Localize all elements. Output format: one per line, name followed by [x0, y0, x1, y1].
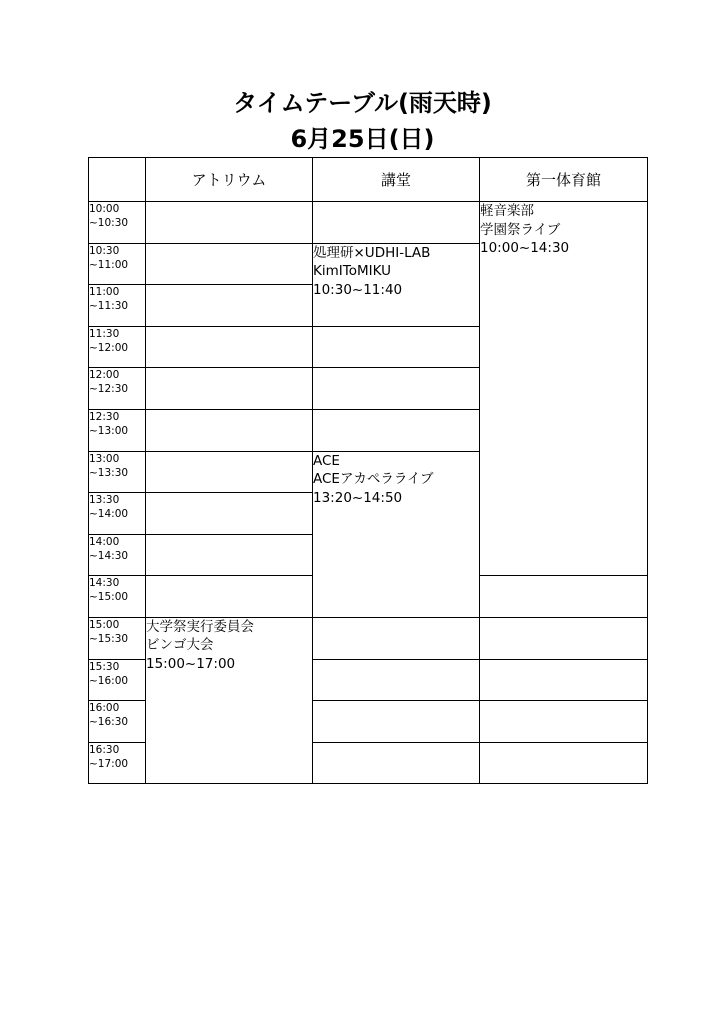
- time-cell: [89, 326, 146, 368]
- time-cell: [89, 659, 146, 701]
- time-start: 14:00: [89, 535, 120, 548]
- gym-cell: [480, 659, 648, 701]
- time-start: 11:00: [89, 286, 120, 299]
- atrium-cell: [146, 202, 313, 244]
- atrium-cell: [146, 493, 313, 535]
- time-cell: [89, 202, 146, 244]
- event-organizer: 軽音楽部: [480, 203, 534, 219]
- event-title: KimIToMIKU: [313, 263, 391, 280]
- time-start: 15:00: [89, 618, 120, 631]
- event-organizer: ACE: [313, 452, 340, 469]
- event-lecture-hall-kimitomiku: [313, 243, 480, 326]
- event-time: 10:30~11:40: [313, 281, 403, 298]
- lecture-hall-cell: [313, 742, 480, 784]
- time-start: 13:00: [89, 452, 120, 465]
- atrium-cell: [146, 409, 313, 451]
- time-start: 10:30: [89, 244, 120, 257]
- column-header-gym: 第一体育館: [480, 158, 648, 202]
- time-cell: [89, 534, 146, 576]
- table-row: [89, 617, 648, 659]
- atrium-cell: [146, 576, 313, 618]
- time-start: 15:30: [89, 660, 120, 673]
- atrium-cell: [146, 285, 313, 327]
- event-organizer: 処理研×UDHI-LAB: [313, 244, 431, 261]
- event-title: ビンゴ大会: [146, 637, 214, 654]
- atrium-cell: [146, 243, 313, 285]
- time-end: ~14:30: [89, 549, 129, 562]
- lecture-hall-cell: [313, 326, 480, 368]
- page-title: タイムテーブル(雨天時): [233, 89, 492, 117]
- lecture-hall-cell: [313, 701, 480, 743]
- time-end: ~11:00: [89, 258, 129, 271]
- atrium-cell: [146, 326, 313, 368]
- time-start: 13:30: [89, 494, 120, 507]
- gym-cell: [480, 617, 648, 659]
- event-title: 学園祭ライブ: [480, 221, 561, 238]
- time-end: ~15:00: [89, 591, 129, 604]
- time-start: 12:30: [89, 410, 120, 423]
- time-end: ~12:30: [89, 383, 129, 396]
- event-gym-live: [480, 202, 648, 576]
- time-cell: [89, 617, 146, 659]
- time-cell: [89, 493, 146, 535]
- time-cell: [89, 285, 146, 327]
- event-lecture-hall-ace: [313, 451, 480, 617]
- event-time: 15:00~17:00: [146, 655, 236, 672]
- atrium-cell: [146, 534, 313, 576]
- event-title: ACEアカペラライブ: [313, 471, 434, 488]
- time-end: ~13:00: [89, 424, 129, 437]
- time-start: 14:30: [89, 577, 120, 590]
- time-cell: [89, 742, 146, 784]
- atrium-cell: [146, 368, 313, 410]
- time-end: ~13:30: [89, 466, 129, 479]
- lecture-hall-cell: [313, 409, 480, 451]
- column-header-lecture-hall: 講堂: [313, 158, 480, 202]
- gym-cell: [480, 742, 648, 784]
- time-cell: [89, 409, 146, 451]
- time-cell: [89, 451, 146, 493]
- lecture-hall-cell: [313, 368, 480, 410]
- time-end: ~12:00: [89, 341, 129, 354]
- time-cell: [89, 701, 146, 743]
- time-end: ~14:00: [89, 508, 129, 521]
- lecture-hall-cell: [313, 202, 480, 244]
- header-row: [89, 158, 648, 202]
- time-end: ~16:30: [89, 716, 129, 729]
- time-start: 16:00: [89, 702, 120, 715]
- lecture-hall-cell: [313, 659, 480, 701]
- event-time: 13:20~14:50: [313, 489, 403, 506]
- lecture-hall-cell: [313, 617, 480, 659]
- time-end: ~16:00: [89, 674, 129, 687]
- event-atrium-bingo: [146, 617, 313, 783]
- time-start: 10:00: [89, 203, 120, 215]
- time-end: ~11:30: [89, 300, 129, 313]
- gym-cell: [480, 576, 648, 618]
- column-header-atrium: アトリウム: [146, 158, 313, 202]
- time-header-cell: [89, 158, 146, 202]
- time-cell: [89, 243, 146, 285]
- time-start: 11:30: [89, 327, 120, 340]
- time-end: ~17:00: [89, 757, 129, 770]
- time-cell: [89, 368, 146, 410]
- table-row: [89, 202, 648, 244]
- time-end: ~10:30: [89, 217, 129, 229]
- time-end: ~15:30: [89, 632, 129, 645]
- event-organizer: 大学祭実行委員会: [146, 618, 254, 635]
- atrium-cell: [146, 451, 313, 493]
- gym-cell: [480, 701, 648, 743]
- page-date: 6月25日(日): [290, 125, 435, 153]
- event-time: 10:00~14:30: [480, 240, 570, 256]
- time-start: 16:30: [89, 743, 120, 756]
- time-start: 12:00: [89, 369, 120, 382]
- time-cell: [89, 576, 146, 618]
- timetable: [88, 157, 648, 784]
